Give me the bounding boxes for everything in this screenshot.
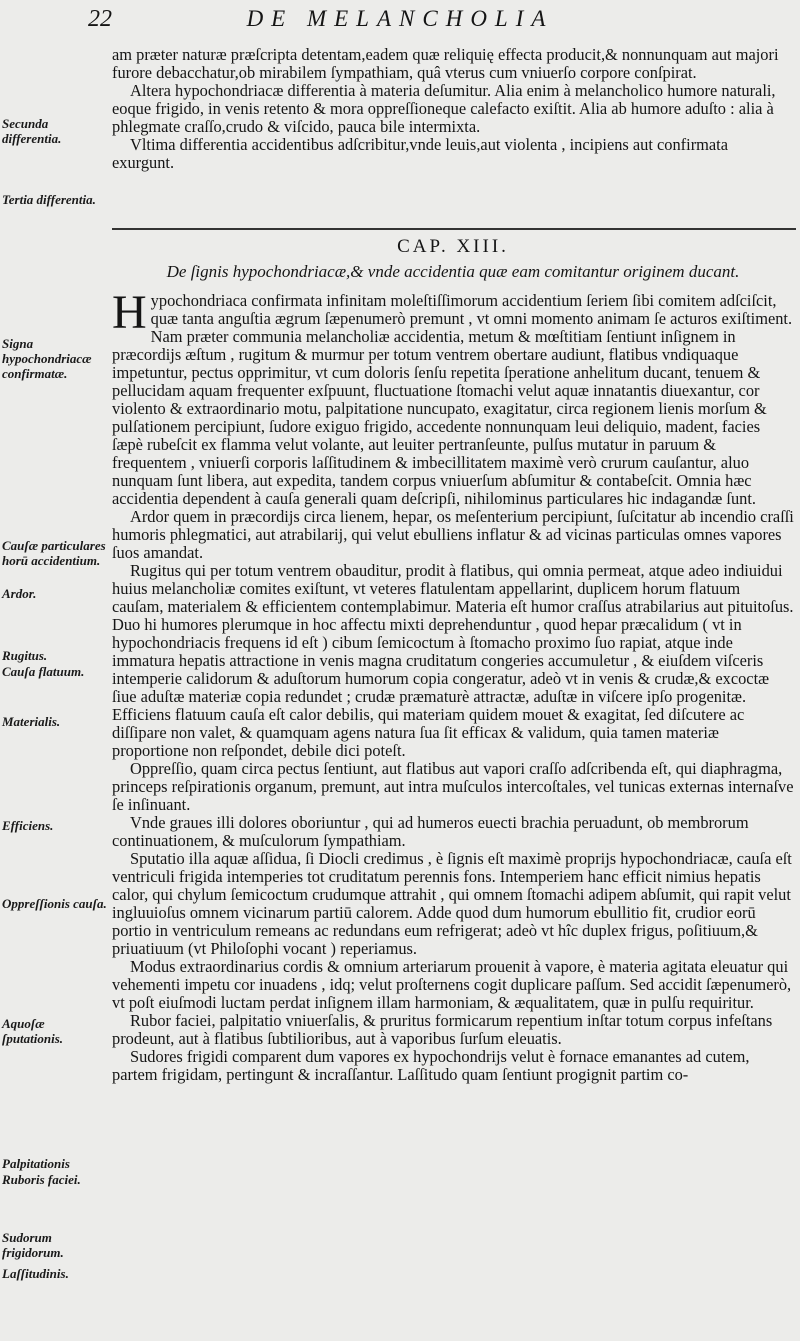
- paragraph: Vltima differentia accidentibus adſcribitur,vnde leuis,aut violenta , incipiens aut confirmata exurgunt.: [112, 135, 729, 172]
- chapter-body: [112, 286, 794, 1084]
- paragraph: Vnde graues illi dolores oboriuntur , qui ad humeros euecti brachia peruadunt, ob membrorum continuationem, & muſculorum ſympathiam.: [112, 813, 749, 850]
- chapter-subtitle: De ſignis hypochondriacæ,& vnde accidentia quæ eam comitantur originem ducant.: [166, 262, 740, 281]
- margin-note: Laſſitudinis.: [2, 1266, 69, 1281]
- margin-note: Efficiens.: [2, 818, 54, 833]
- margin-note: Signa hypochondriacæ confirmatæ.: [2, 336, 92, 381]
- margin-note: Aquoſæ ſputationis.: [2, 1016, 64, 1046]
- margin-note: Ardor.: [2, 586, 37, 601]
- margin-note: Ruboris faciei.: [2, 1172, 81, 1187]
- margin-note: Tertia differentia.: [2, 192, 96, 207]
- margin-note: Sudorum frigidorum.: [2, 1230, 64, 1260]
- margin-note: Cauſæ particulares horū accidentium.: [2, 538, 106, 568]
- paragraph: [112, 286, 794, 508]
- running-title: DE MELANCHOLIA: [246, 6, 554, 31]
- margin-note: Cauſa flatuum.: [2, 664, 85, 679]
- paragraph: Rubor faciei, palpitatio vniuerſalis, & pruritus formicarum repentium inſtar totum corpus infeſtans prodeunt, aut à flatibus ſubtilioribus, aut à vaporibus ſurſum eleuatis.: [112, 1011, 773, 1048]
- margin-note: Rugitus.: [2, 648, 48, 663]
- paragraph: am præter naturæ præſcripta detentam,eadem quæ reliquię effecta producit,& nonnunquam aut majori furore debacchatur,ob mirabilem ſympathiam, quâ vterus cum vniuerſo corpore conſpirat.: [112, 45, 779, 82]
- page-number: 22: [88, 6, 112, 32]
- margin-note: Oppreſſionis cauſa.: [2, 896, 107, 911]
- margin-note: Materialis.: [2, 714, 61, 729]
- paragraph-text: ypochondriaca confirmata infinitam moleſtiſſimorum accidentium ſeriem ſibi comitem adſciſcit, quæ tanta anguſtia ægrum ſæpenumerò premunt , vt omni momento animam ſe acturos exiſtiment. Nam præter communia melancholiæ accidentia, metum & mœſtitiam ſentiunt inſignem in præcordijs æſtum , rugitum & murmur per totum ventrem obertare audiunt, flatibus vndiquaque impetuntur, pectus opprimitur, vt cum doloris ſenſu repetita ſperatione anhelitum ducant, tenuem & pellucidam aquam frequenter exſpuunt, fluctuatione ſtomachi velut aquæ innatantis diuexantur, cor violento & extraordinario motu, palpitatione nuncupato, exagitatur, circa regionem lienis morſum & pulſationem percipiunt, ſudore exiguo frigido, accedente nonnunquam leui deliquio, madent, facies ſæpè rubeſcit ex flamma velut volante, aut leuiter pertranſeunte, pulſus mutatur in paruum & frequentem , vniuerſi corporis laſſitudinem & imbecillitatem maximè verò crurum cauſantur, aluo nunquam ſunt libera, aut expedita, tandem corpus vniuerſum abſumitur & contabeſcit. Omnia hæc accidentia dependent à cauſa generali quam deſcripſi, nihilominus particulares hic indagandæ ſunt.: [112, 291, 793, 508]
- drop-capital: H: [112, 286, 147, 339]
- section-rule: [112, 228, 796, 230]
- paragraph: Ardor quem in præcordijs circa lienem, hepar, os meſenterium percipiunt, ſuſcitatur ab incendio craſſi humoris phlegmatici, aut atrabilarij, qui velut ebulliens inflatur & ad vicinas particulas omnes vapores ſuos amandat.: [112, 507, 794, 562]
- top-text-block: [112, 46, 794, 172]
- paragraph: Altera hypochondriacæ differentia à materia deſumitur. Alia enim à melancholico humore naturali, eoque frigido, in venis retento & mora oppreſſioneque calefacto exiſtit. Alia ab humore aduſto : alia à phlegmate craſſo,crudo & viſcido, pauca bile intermixta.: [112, 81, 776, 136]
- paragraph: Sudores frigidi comparent dum vapores ex hypochondrijs velut è fornace emanantes ad cutem, partem frigidam, pertingunt & incraſſantur. Laſſitudo quam ſentiunt progignit partim co-: [112, 1047, 750, 1084]
- paragraph: Rugitus qui per totum ventrem obauditur, prodit à flatibus, qui omnia permeat, atque adeo indiuidui huius melancholiæ comites exiſtunt, vt veteres flatulentam appellarint, duplicem horum flatuum cauſam, materialem & efficientem contemplabimur. Materia eſt humor craſſus atrabilarius aut pituitoſus. Duo hi humores plerumque in hoc affectu mixti deprehenduntur , quod hepar præcalidum ( vt in hypochondriacis frequens id eſt ) cibum ſemicoctum à ſtomacho proximo ſuo rapiat, atque inde immatura hepatis attractione in venis magna cruditatum congeries accumuletur , & eiuſdem viſceris intemperie calidorum & aduſtorum humorum copia congeratur, adeò vt in venis & crudæ,& excoctæ ſiue aduſtæ materiæ copia redundet ; crudæ præmaturè attractæ, aduſtæ in viſcere ipſo progenitæ. Efficiens flatuum cauſa eſt calor debilis, qui materiam quidem mouet & exagitat, ſed diſcutere ac diſſipare non valet, & quamquam agens natura ſua ſit efficax & validum, quia tamen materiæ proportione non reſpondet, debile dici poteſt.: [112, 561, 794, 760]
- paragraph: Oppreſſio, quam circa pectus ſentiunt, aut flatibus aut vapori craſſo adſcribenda eſt, qui diaphragma, princeps reſpirationis organum, premunt, aut intra muſculos intercoſtales, vel tunicas externas internaſve ſe inſinuant.: [112, 759, 794, 814]
- chapter-title: CAP. XIII.: [397, 236, 509, 257]
- margin-note: Palpitationis: [2, 1156, 70, 1171]
- paragraph: Modus extraordinarius cordis & omnium arteriarum prouenit à vapore, è materia agitata eleuatur qui vehementi impetu cor inuadens , idq; velut proſternens cogit duplicare paſſum. Sed accidit ſæpenumerò, vt poſt eiuſmodi luctam perdat inſignem illam harmoniam, & æqualitatem, quæ in pulſu requiritur.: [112, 957, 792, 1012]
- page-header: [0, 6, 800, 46]
- margin-note: Secunda differentia.: [2, 116, 62, 146]
- paragraph: Sputatio illa aquæ aſſidua, ſi Diocli credimus , è ſignis eſt maximè proprijs hypochondriacæ, cauſa eſt ventriculi frigida intemperies tot cruditatum perennis fons. Intemperiem hanc efficit nimius hepatis calor, qui chylum ſemicoctum crudumque attrahit , qui omnem ſtomachi adipem abſumit, qui rapit velut ingluuioſus omnem vicinarum partiū calorem. Adde quod dum humorum ebullitio fit, crudior eorū portio in ventriculum remeans ac redundans eum refrigerat; adeò vt hîc duplex frigus, poſitiuum,& priuatiuum (vt Philoſophi vocant ) reperiamus.: [112, 849, 792, 958]
